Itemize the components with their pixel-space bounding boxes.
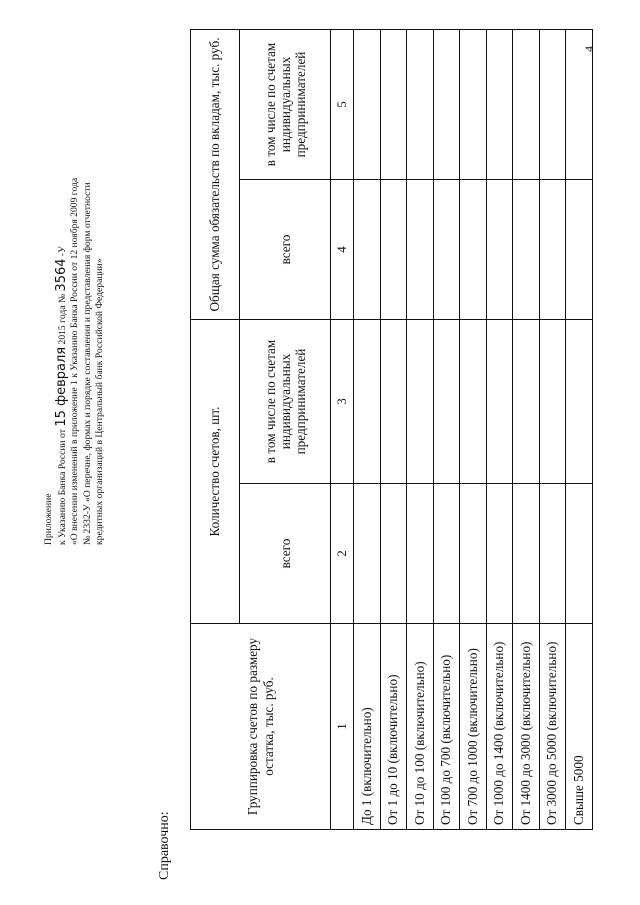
- cell: [513, 320, 540, 484]
- column-number: 1: [331, 624, 354, 830]
- header-line-5: кредитных организаций в Центральный банк Российской Федерации»: [94, 258, 105, 545]
- row-label: От 1 до 10 (включительно): [380, 624, 407, 830]
- cell: [354, 30, 381, 180]
- cell: [460, 320, 487, 484]
- column-number-row: [331, 30, 354, 830]
- cell: [566, 180, 593, 320]
- table-row: [486, 30, 513, 830]
- rotated-content: [25, 30, 620, 880]
- row-label: От 100 до 700 (включительно): [433, 624, 460, 830]
- table-row: [380, 30, 407, 830]
- row-label: От 3000 до 5000 (включительно): [539, 624, 566, 830]
- count-total-header: всего: [240, 484, 331, 624]
- cell: [486, 320, 513, 484]
- header-line-3: «О внесении изменений в приложение 1 к Указанию Банка России от 12 ноября 2009 года: [69, 177, 80, 545]
- cell: [354, 180, 381, 320]
- table-row: [539, 30, 566, 830]
- cell: [513, 30, 540, 180]
- header-number-suffix: -У: [56, 246, 68, 257]
- cell: [407, 484, 434, 624]
- cell: [539, 30, 566, 180]
- cell: [407, 30, 434, 180]
- cell: [460, 30, 487, 180]
- row-label: Свыше 5000: [566, 624, 593, 830]
- row-label: От 10 до 100 (включительно): [407, 624, 434, 830]
- cell: [380, 320, 407, 484]
- count-header: Количество счетов, шт.: [191, 320, 240, 624]
- header-line-4: № 2332-У «О перечне, формах и порядке составления и представления форм отчетности: [81, 182, 93, 545]
- accounts-table: [190, 29, 593, 830]
- column-number: 3: [331, 320, 354, 484]
- cell: [460, 484, 487, 624]
- cell: [354, 320, 381, 484]
- column-number: 5: [331, 30, 354, 180]
- cell: [486, 30, 513, 180]
- row-label: От 1000 до 1400 (включительно): [486, 624, 513, 830]
- header-year: 2015 года №: [56, 293, 68, 345]
- table-row: [566, 30, 593, 830]
- row-label: От 700 до 1000 (включительно): [460, 624, 487, 830]
- sum-ip-header: в том числе по счетам индивидуальных предпринимателей: [240, 30, 331, 180]
- cell: [407, 320, 434, 484]
- cell: [513, 484, 540, 624]
- cell: [539, 320, 566, 484]
- count-ip-header: в том числе по счетам индивидуальных предпринимателей: [240, 320, 331, 484]
- cell: [380, 484, 407, 624]
- table-row: [433, 30, 460, 830]
- cell: [354, 484, 381, 624]
- reference-label: Справочно:: [157, 811, 172, 880]
- sum-total-header: всего: [240, 180, 331, 320]
- cell: [407, 180, 434, 320]
- cell: [433, 30, 460, 180]
- cell: [380, 180, 407, 320]
- cell: [433, 180, 460, 320]
- cell: [513, 180, 540, 320]
- cell: [486, 180, 513, 320]
- cell: [433, 320, 460, 484]
- cell: [566, 320, 593, 484]
- header-number: 3564: [53, 258, 69, 292]
- column-number: 2: [331, 484, 354, 624]
- cell: [460, 180, 487, 320]
- group-header: Группировка счетов по размеру остатка, тыс. руб.: [191, 624, 331, 830]
- cell: [433, 484, 460, 624]
- cell: [380, 30, 407, 180]
- table-row: [407, 30, 434, 830]
- row-label: От 1400 до 3000 (включительно): [513, 624, 540, 830]
- header-decree-prefix: к Указанию Банка России от: [56, 429, 68, 545]
- header-date: 15 февраля: [53, 346, 69, 427]
- row-label: До 1 (включительно): [354, 624, 381, 830]
- table-row: [460, 30, 487, 830]
- cell: [539, 484, 566, 624]
- cell: [566, 484, 593, 624]
- cell: [486, 484, 513, 624]
- cell: [539, 180, 566, 320]
- column-number: 4: [331, 180, 354, 320]
- appendix-header: [43, 165, 107, 545]
- header-line-2: [53, 165, 70, 545]
- header-line-1: Приложение: [43, 493, 54, 545]
- table-row: [513, 30, 540, 830]
- page-number: 4: [582, 46, 596, 52]
- cell: [566, 30, 593, 180]
- table-row: [354, 30, 381, 830]
- sum-header: Общая сумма обязательств по вкладам, тыс. руб.: [191, 30, 240, 320]
- table-header-row-1: [191, 30, 240, 830]
